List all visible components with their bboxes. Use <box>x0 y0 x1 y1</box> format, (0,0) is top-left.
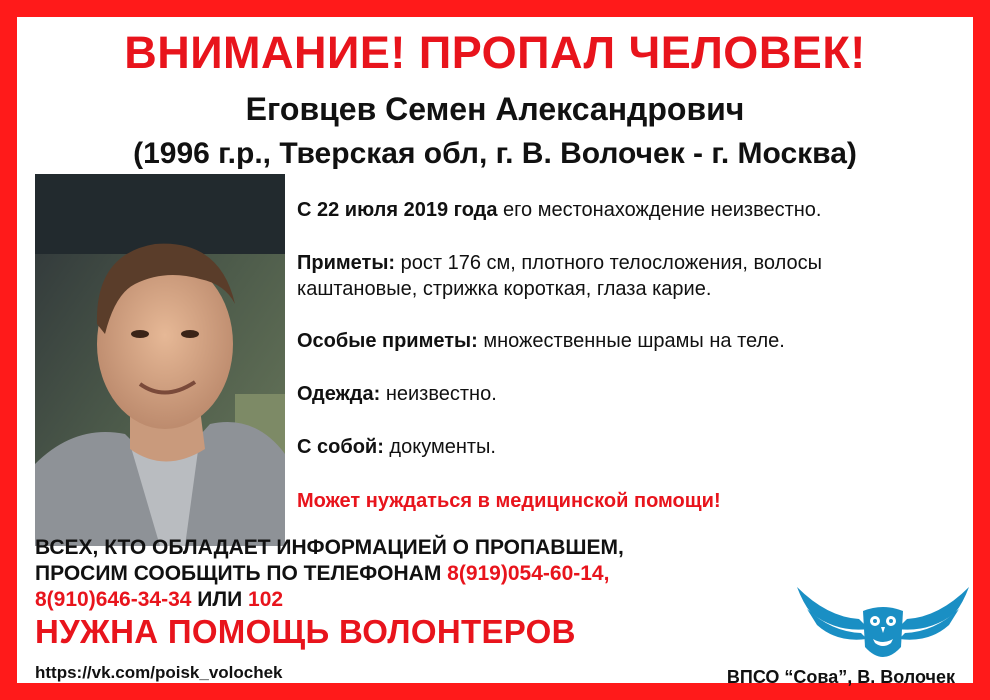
clothing-label: Одежда: <box>297 383 381 405</box>
belongings-row <box>297 434 496 460</box>
volunteers-needed: НУЖНА ПОМОЩЬ ВОЛОНТЕРОВ <box>35 613 576 650</box>
clothing-text: неизвестно. <box>380 383 497 405</box>
missing-date-label: С 22 июля 2019 года <box>297 199 498 221</box>
owl-logo-icon <box>797 577 969 667</box>
or-text: ИЛИ <box>191 588 249 611</box>
missing-date-row <box>297 197 821 223</box>
features-text-line2: каштановые, стрижка короткая, глаза карие. <box>297 278 712 300</box>
appeal-line3 <box>35 587 624 613</box>
appeal-line2-prefix: ПРОСИМ СООБЩИТЬ ПО ТЕЛЕФОНАМ <box>35 562 448 585</box>
phone-1: 8(919)054-60-14, <box>447 562 610 585</box>
person-birth-location: (1996 г.р., Тверская обл, г. В. Волочек - г. Москва) <box>133 137 857 170</box>
medical-notice: Может нуждаться в медицинской помощи! <box>297 490 721 512</box>
phone-2: 8(910)646-34-34 <box>35 588 192 611</box>
person-photo <box>35 174 285 546</box>
features-text-line1: рост 176 см, плотного телосложения, волосы <box>395 252 823 274</box>
organization-name: ВПСО “Сова”, В. Волочек <box>726 667 955 687</box>
missing-date-text: его местонахождение неизвестно. <box>497 199 822 221</box>
appeal-line2 <box>35 561 624 587</box>
belongings-text: документы. <box>383 436 496 458</box>
clothing-row <box>297 381 497 407</box>
vk-link[interactable]: https://vk.com/poisk_volochek <box>35 663 283 682</box>
phone-3: 102 <box>248 588 284 611</box>
poster-headline: ВНИМАНИЕ! ПРОПАЛ ЧЕЛОВЕК! <box>124 27 866 78</box>
appeal-line1: ВСЕХ, КТО ОБЛАДАЕТ ИНФОРМАЦИЕЙ О ПРОПАВШЕМ, <box>35 536 624 559</box>
contact-appeal <box>35 535 624 613</box>
special-features-row <box>297 328 785 354</box>
belongings-label: С собой: <box>297 436 384 458</box>
features-row <box>297 250 822 302</box>
features-label: Приметы: <box>297 252 396 274</box>
special-features-label: Особые приметы: <box>297 330 478 352</box>
person-name: Еговцев Семен Александрович <box>245 91 745 127</box>
special-features-text: множественные шрамы на теле. <box>477 330 785 352</box>
